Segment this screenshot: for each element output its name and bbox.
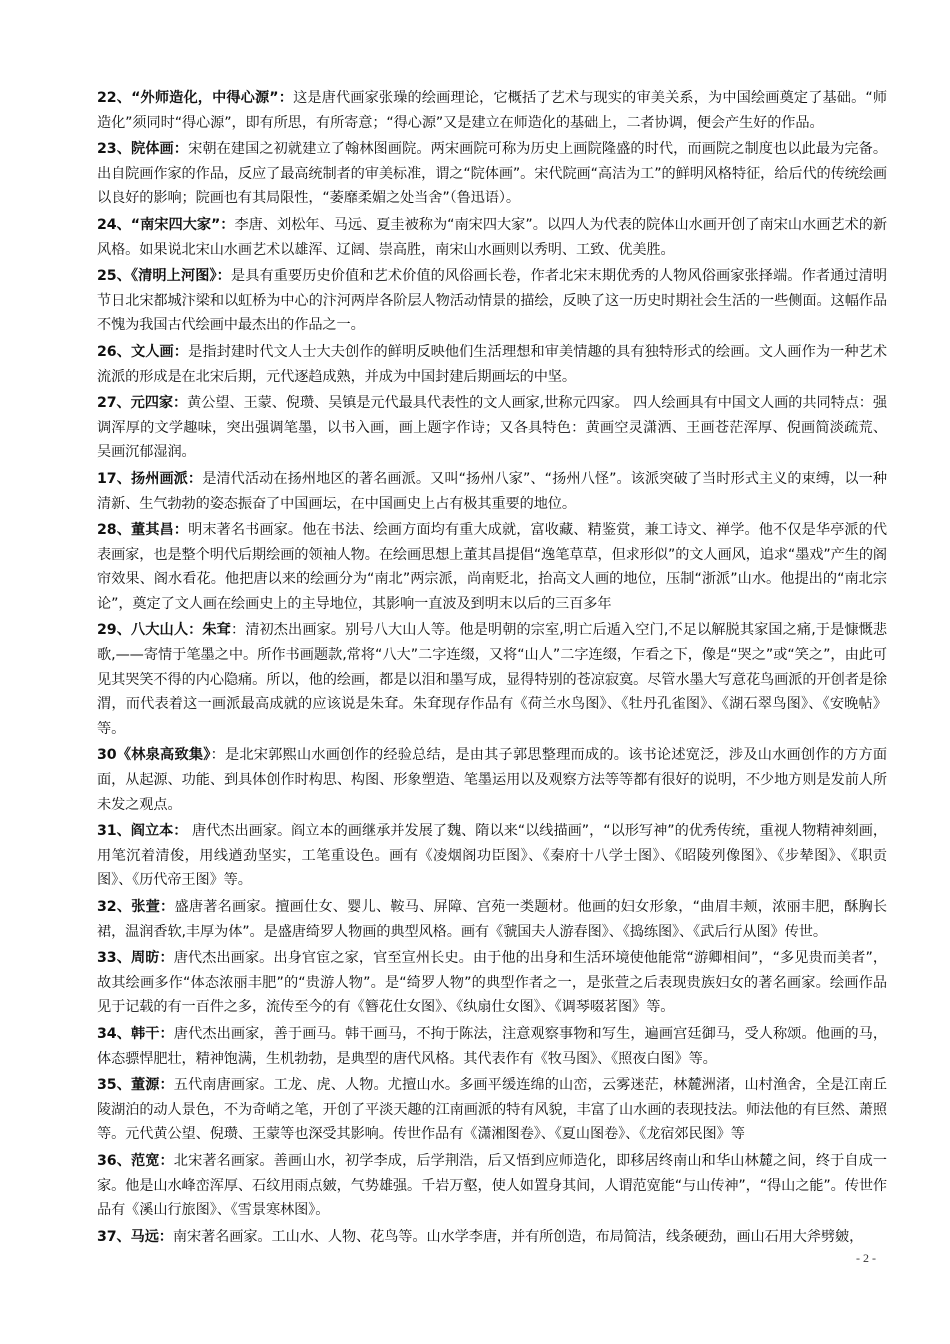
entry-text: 唐代杰出画家。阎立本的画继承并发展了魏、隋以来“以线描画”，“以形写神”的优秀传统，重视人物精神刻画，用笔沉着清俊，用线遒劲坚实，工笔重设色。画有《凌烟阁功臣图》、《秦府十八学士图》、《昭陵列像图》、《步辇图》、《职贡图》、《历代帝王图》等。 [97,823,888,889]
entry-37 [97,1225,887,1250]
entry-22 [97,86,887,135]
entry-term: 35、董源： [97,1077,174,1094]
entry-term: 26、文人画： [97,343,189,360]
entry-text: ：清初杰出画家。别号八大山人等。他是明朝的宗室,明亡后遁入空门,不足以解脱其家国之痛,于是慷慨悲歌,——寄情于笔墨之中。所作书画题款,常将“八大”二字连缀，又将“山人”二字连缀，乍看之下，像是“哭之”或“笑之”，由此可见其哭笑不得的内心隐痛。所以，他的绘画，都是以泪和墨写成，显得特别的苍凉寂寞。尽管水墨大写意花鸟画派的开创者是徐渭，而代表着这一画派最高成就的应该说是朱耷。朱耷现存作品有《荷兰水鸟图》、《牡丹孔雀图》、《湖石翠鸟图》、《安晚帖》等。 [97,622,888,737]
entry-text: 明末著名书画家。他在书法、绘画方面均有重大成就，富收藏、精鉴赏，兼工诗文、禅学。他不仅是华亭派的代表画家，也是整个明代后期绘画的领袖人物。在绘画思想上董其昌提倡“逸笔草草，但求形似”的文人画风，追求“墨戏”产生的阁帘效果、阁水看花。他把唐以来的绘画分为“南北”两宗派，尚南贬北，抬高文人画的地位，压制“浙派”山水。他提出的“南北宗论”，奠定了文人画在绘画史上的主导地位，其影响一直波及到明末以后的三百多年 [97,522,887,612]
entry-26 [97,340,887,389]
entry-text: 是具有重要历史价值和艺术价值的风俗画长卷，作者北宋末期优秀的人物风俗画家张择端。作者通过清明节日北宋都城汴梁和以虹桥为中心的汴河两岸各阶层人物活动情景的描绘，反映了这一历史时期社会生活的一些侧面。这幅作品不愧为我国古代绘画中最杰出的作品之一。 [97,268,887,334]
entry-text: 五代南唐画家。工龙、虎、人物。尤擅山水。多画平缓连绵的山峦，云雾迷茫，林麓洲渚，山村渔舍，全是江南丘陵湖泊的动人景色，不为奇峭之笔，开创了平淡天趣的江南画派的特有风貌，丰富了山水画的表现技法。师法他的有巨然、萧照等。元代黄公望、倪瓒、王蒙等也深受其影响。传世作品有《潇湘图卷》、《夏山图卷》、《龙宿郊民图》等 [97,1077,887,1143]
entry-term: 25、《清明上河图》： [97,268,231,285]
entry-term: 17、扬州画派： [97,470,203,487]
entry-31 [97,819,887,893]
entry-term: 24、“南宋四大家”： [97,216,235,233]
entry-term: 27、元四家： [97,395,188,412]
entry-term: 32、张萱： [97,899,175,915]
entry-term: 28、董其昌： [97,522,189,539]
entry-term: 23、院体画： [97,141,189,158]
entry-34 [97,1022,887,1071]
entry-text: 盛唐著名画家。擅画仕女、婴儿、鞍马、屏障、宫苑一类题材。他画的妇女形象，“曲眉丰颊，浓丽丰肥，酥胸长裙，温润香软,丰厚为体”。是盛唐绮罗人物画的典型风格。画有《虢国夫人游春图》、《捣练图》、《武后行从图》传世。 [97,899,887,940]
entry-30 [97,743,887,817]
entry-text: 唐代杰出画家，善于画马。韩干画马，不拘于陈法，注意观察事物和写生，遍画宫廷御马，受人称颂。他画的马，体态骠悍肥壮，精神饱满，生机勃勃，是典型的唐代风格。其代表作有《牧马图》、《照夜白图》等。 [97,1025,887,1067]
document-body [97,86,887,1251]
entry-term: 34、韩干： [97,1025,174,1042]
entry-text: 这是唐代画家张璪的绘画理论，它概括了艺术与现实的审美关系，为中国绘画奠定了基础。“师造化”须同时“得心源”，即有所思，有所寄意；“得心源”又是建立在师造化的基础上，二者协调，便会产生好的作品。 [97,90,887,131]
entry-text: 唐代杰出画家。出身官宦之家，官至宣州长史。由于他的出身和生活环境使他能常“游卿相间”，“多见贵而美者”，故其绘画多作“体态浓丽丰肥”的“贵游人物”。是“绮罗人物”的典型作者之一，是张萱之后表现贵族妇女的著名画家。绘画作品见于记载的有一百件之多，流传至今的有《簪花仕女图》、《纨扇仕女图》、《调琴啜茗图》等。 [97,950,887,1016]
entry-text: 李唐、刘松年、马远、夏圭被称为“南宋四大家”。以四人为代表的院体山水画开创了南宋山水画艺术的新风格。如果说北宋山水画艺术以雄浑、辽阔、崇高胜，南宋山水画则以秀明、工致、优美胜。 [97,216,887,258]
entry-24 [97,213,887,262]
entry-text: ：是北宋郭熙山水画创作的经验总结，是由其子郭思整理而成的。该书论述宽泛，涉及山水画创作的方方面面，从起源、功能、到具体创作时构思、构图、形象塑造、笔墨运用以及观察方法等等都有很好的说明，不少地方则是发前人所未发之观点。 [97,747,888,813]
entry-term: 37、马远： [97,1228,173,1245]
entry-35 [97,1073,887,1147]
entry-term: 36、范宽： [97,1152,174,1169]
entry-term: 22、“外师造化，中得心源”： [97,90,294,106]
entry-text: 南宋著名画家。工山水、人物、花鸟等。山水学李唐，并有所创造，布局简洁，线条硬劲，画山石用大斧劈皴， [172,1228,864,1245]
page-number: - 2 - [856,1251,876,1265]
entry-term: 30《林泉高致集》 [97,747,211,764]
entry-17 [97,467,887,516]
entry-text: 是清代活动在扬州地区的著名画派。又叫“扬州八家”、“扬州八怪”。该派突破了当时形式主义的束缚，以一种清新、生气勃勃的姿态振奋了中国画坛，在中国画史上占有极其重要的地位。 [97,470,887,512]
entry-28 [97,518,887,616]
entry-25 [97,264,887,338]
entry-27 [97,391,887,465]
entry-term: 33、周昉： [97,950,174,967]
entry-29 [97,618,887,741]
entry-32 [97,895,887,944]
entry-text: 宋朝在建国之初就建立了翰林图画院。两宋画院可称为历史上画院隆盛的时代，而画院之制度也以此最为完备。出自院画作家的作品，反应了最高统制者的审美标准，谓之“院体画”。宋代院画“高洁为工”的鲜明风格特征，给后代的传统绘画以良好的影响；院画也有其局限性，“萎靡柔媚之处当舍”（鲁迅语）。 [97,141,887,207]
entry-23 [97,137,887,211]
entry-33 [97,946,887,1020]
entry-text: 北宋著名画家。善画山水，初学李成，后学荆浩，后又悟到应师造化，即移居终南山和华山林麓之间，终于自成一家。他是山水峰峦浑厚、石纹用雨点皴，气势雄强。千岩万壑，使人如置身其间，人谓范宽能“与山传神”，“得山之能”。传世作品有《溪山行旅图》、《雪景寒林图》。 [97,1152,887,1219]
entry-term: 29、八大山人：朱耷 [97,622,231,639]
entry-text: 黄公望、王蒙、倪瓒、吴镇是元代最具代表性的文人画家,世称元四家。 四人绘画具有中国文人画的共同特点：强调浑厚的文学趣味，突出强调笔墨，以书入画，画上题字作诗；又各具特色：黄画空灵潇洒、王画苍茫浑厚、倪画简淡疏荒、 吴画沉郁湿润。 [97,395,887,461]
entry-term: 31、阎立本： [97,823,188,840]
entry-36 [97,1149,887,1223]
entry-text: 是指封建时代文人士大夫创作的鲜明反映他们生活理想和审美情趣的具有独特形式的绘画。文人画作为一种艺术流派的形成是在北宋后期，元代逐趋成熟，并成为中国封建后期画坛的中坚。 [97,343,887,385]
